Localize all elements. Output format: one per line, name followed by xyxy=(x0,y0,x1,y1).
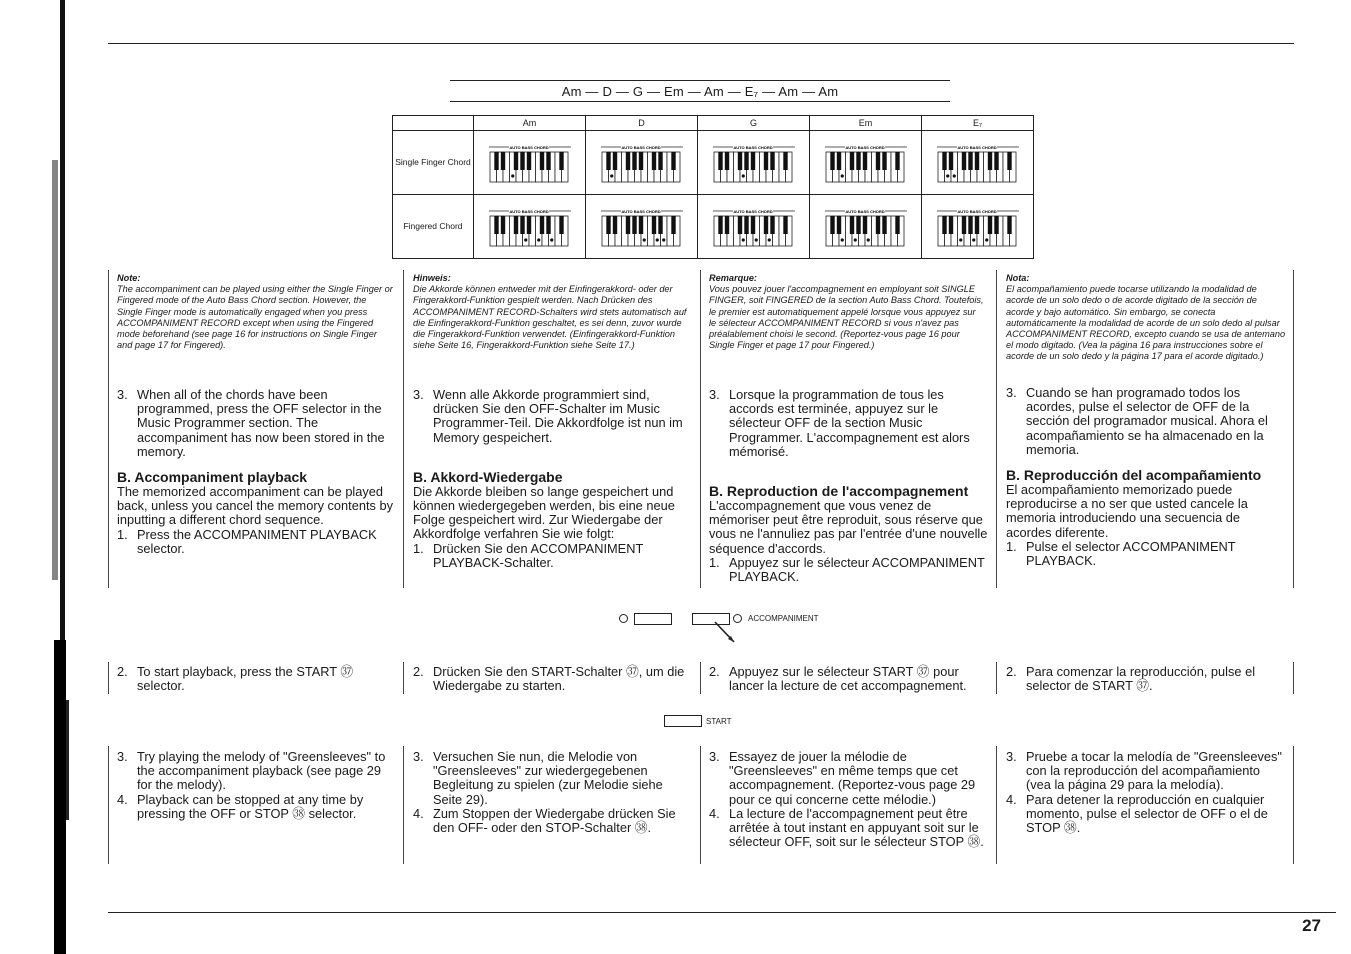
page-number: 27 xyxy=(1302,916,1321,935)
note-fr xyxy=(709,273,985,351)
key-dot xyxy=(550,238,553,241)
note-heading: Note: xyxy=(117,273,141,283)
step-2-es: 2. Para comenzar la reproducción, pulse el selector de START ㊲. xyxy=(1006,664,1256,694)
black-key xyxy=(750,216,754,234)
black-key xyxy=(836,152,840,170)
row-label-single: Single Finger Chord xyxy=(393,131,474,195)
step-2-en: 2. To start playback, press the START ㊲ selector. xyxy=(117,664,354,694)
step-1: 1. Pulse el selector ACCOMPANIMENT PLAYBACK. xyxy=(1006,538,1236,569)
black-key xyxy=(836,216,840,234)
chord-header: Am xyxy=(474,116,586,131)
step-1: 1. Drücken Sie den ACCOMPANIMENT PLAYBACK-Schalter. xyxy=(413,540,644,570)
keyboard-icon xyxy=(599,206,685,248)
keyboard-diagram xyxy=(474,195,586,259)
black-key xyxy=(849,216,853,234)
steps-3-4-fr xyxy=(709,750,991,849)
key-dot xyxy=(959,238,962,241)
key-dot xyxy=(741,238,744,241)
keyboard-label: AUTO BASS CHORD xyxy=(732,208,773,214)
start-button xyxy=(664,715,702,727)
sequence-rule-bottom xyxy=(450,101,950,102)
column-divider xyxy=(996,662,997,694)
black-key xyxy=(526,216,530,234)
column-divider xyxy=(996,270,997,588)
black-key xyxy=(526,152,530,170)
black-key xyxy=(961,216,965,234)
black-key xyxy=(539,216,543,234)
note-body: Vous pouvez jouer l'accompagnement en employant soit SINGLE FINGER, soit FINGERED de la section Auto Bass Chord. Toutefois, le premier est automatiquement appelé lorsque vous appuyez sur le sélecteur ACCOMPANIMENT RECORD si vous n'avez pas préalablement choisi le second. (Reportez-vous page 16 pour Single Finger et page 17 pour Fingered.) xyxy=(709,284,984,351)
section-heading: B. Akkord-Wiedergabe xyxy=(413,468,563,485)
black-key xyxy=(882,152,886,170)
black-key xyxy=(651,216,655,234)
keyboard-icon xyxy=(935,142,1021,184)
black-key xyxy=(632,152,636,170)
section-text: Die Akkorde bleiben so lange gespeichert und können wiedergegeben werden, bis eine neue Folge gespeichert wird. Zur Wiedergabe der Akkordfolge verfahren Sie wie folgt: xyxy=(413,483,675,542)
column-divider xyxy=(700,662,701,694)
column-fr xyxy=(709,388,989,584)
key-dot xyxy=(754,238,757,241)
chord-table xyxy=(392,115,1034,259)
keyboard-label: AUTO BASS CHORD xyxy=(508,144,549,150)
black-key xyxy=(849,152,853,170)
step-3: 3. Try playing the melody of "Greensleeves" to the accompaniment playback (see page 29 for the melody). xyxy=(117,749,386,793)
black-key xyxy=(559,152,563,170)
black-key xyxy=(744,152,748,170)
pointer-arrow-icon xyxy=(710,620,740,646)
black-key xyxy=(513,216,517,234)
black-key xyxy=(862,152,866,170)
key-dot xyxy=(767,238,770,241)
keyboard-icon xyxy=(599,142,685,184)
row-label-fingered: Fingered Chord xyxy=(393,195,474,259)
black-key xyxy=(987,152,991,170)
black-key xyxy=(513,152,517,170)
black-key xyxy=(718,216,722,234)
black-key xyxy=(895,216,899,234)
keyboard-icon xyxy=(487,142,573,184)
black-key xyxy=(968,152,972,170)
black-key xyxy=(612,216,616,234)
keyboard-diagram xyxy=(474,131,586,195)
note-body: Die Akkorde können entweder mit der Einfingerakkord- oder der Fingerakkord-Funktion gespielt werden. Nach Drücken des ACCOMPANIMENT RECORD-Schalters wird stets automatisch auf die Einfingerakkord-Funktion geschaltet, es sei denn, zuvor wurde die Fingerakkord-Funktion verwendet. (Einfingerakkord-Funktion siehe Seite 16, Fingerakkord-Funktion siehe Seite 17.) xyxy=(413,284,687,351)
black-key xyxy=(974,216,978,234)
column-divider xyxy=(403,662,404,694)
key-dot xyxy=(985,238,988,241)
column-divider xyxy=(996,746,997,864)
note-body: El acompañamiento puede tocarse utilizando la modalidad de acorde de un solo dedo o de acorde digitado de la sección de acorde y bajo automático. Sin embargo, se conecta automáticamente la modalidad de acorde de un solo dedo al pulsar ACCOMPANIMENT RECORD, excepto cuando se usa de antemano el modo digitado. (Vea la página 16 para instrucciones sobre el acorde de un solo dedo y la página 17 para el acorde digitado.) xyxy=(1006,284,1286,362)
step-4: 4. Playback can be stopped at any time by pressing the OFF or STOP ㊳ selector. xyxy=(117,791,364,821)
black-key xyxy=(724,216,728,234)
note-de xyxy=(413,273,689,351)
black-key xyxy=(1007,216,1011,234)
sequence-rule-top xyxy=(450,80,950,81)
key-dot xyxy=(511,174,514,177)
column-divider xyxy=(700,746,701,864)
black-key xyxy=(961,152,965,170)
keyboard-icon xyxy=(711,206,797,248)
black-key xyxy=(494,216,498,234)
black-key xyxy=(638,152,642,170)
key-dot xyxy=(610,174,613,177)
step-4: 4. Zum Stoppen der Wiedergabe drücken Sie den OFF- oder den STOP-Schalter ㊳. xyxy=(413,805,676,836)
corner-cell xyxy=(393,116,474,131)
chord-header: E₇ xyxy=(922,116,1034,131)
black-key xyxy=(856,152,860,170)
keyboard-icon xyxy=(487,206,573,248)
black-key xyxy=(658,152,662,170)
keyboard-label: AUTO BASS CHORD xyxy=(956,144,997,150)
keyboard-diagram xyxy=(922,131,1034,195)
indicator-led xyxy=(619,614,628,623)
section-text: The memorized accompaniment can be played back, unless you cancel the memory contents by inputting a different chord sequence. xyxy=(117,484,393,528)
keyboard-icon xyxy=(711,142,797,184)
step-3: 3. Essayez de jouer la mélodie de "Greensleeves" en même temps que cet accompagnement. (Reportez-vous page 29 pour ce qui concerne cette mélodie.) xyxy=(709,749,976,807)
black-key xyxy=(882,216,886,234)
black-key xyxy=(783,152,787,170)
black-key xyxy=(606,152,610,170)
black-key xyxy=(632,216,636,234)
black-key xyxy=(651,152,655,170)
black-key xyxy=(763,152,767,170)
black-key xyxy=(546,152,550,170)
keyboard-diagram xyxy=(810,131,922,195)
step-3: 3. Pruebe a tocar la melodía de "Greensleeves" con la reproducción del acompañamiento (vea la página 29 para la melodía). xyxy=(1006,749,1282,793)
key-dot xyxy=(952,174,955,177)
black-key xyxy=(671,152,675,170)
section-heading: B. Accompaniment playback xyxy=(117,469,308,486)
section-heading: B. Reproduction de l'accompagnement xyxy=(709,483,969,500)
column-divider xyxy=(403,746,404,864)
step-1: 1. Appuyez sur le sélecteur ACCOMPANIMENT PLAYBACK. xyxy=(709,554,985,585)
keyboard-icon xyxy=(823,206,909,248)
keyboard-diagram xyxy=(698,131,810,195)
keyboard-diagram xyxy=(586,195,698,259)
black-key xyxy=(830,152,834,170)
section-heading: B. Reproducción del acompañamiento xyxy=(1006,467,1262,484)
note-heading: Remarque: xyxy=(709,273,757,283)
black-key xyxy=(968,216,972,234)
black-key xyxy=(737,216,741,234)
note-heading: Hinweis: xyxy=(413,273,451,283)
keyboard-label: AUTO BASS CHORD xyxy=(508,208,549,214)
steps-3-4-de xyxy=(413,750,695,835)
chord-header: D xyxy=(586,116,698,131)
key-dot xyxy=(840,238,843,241)
black-key xyxy=(770,152,774,170)
step-3: 3. Lorsque la programmation de tous les accords est terminée, appuyez sur le sélecteur OFF de la section Music Programmer. L'accompagnement est alors mémorisé. xyxy=(709,387,970,459)
black-key xyxy=(494,152,498,170)
chord-sequence: Am — D — G — Em — Am — E₇ — Am — Am xyxy=(561,84,839,99)
column-divider xyxy=(108,662,109,694)
black-key xyxy=(942,152,946,170)
keyboard-icon xyxy=(935,206,1021,248)
black-key xyxy=(724,152,728,170)
black-key xyxy=(942,216,946,234)
black-key xyxy=(520,216,524,234)
black-key xyxy=(974,152,978,170)
note-body: The accompaniment can be played using either the Single Finger or Fingered mode of the Auto Bass Chord section. However, the Single Finger mode is automatically engaged when you press ACCOMPANIMENT RECORD except when using the Fingered mode beforehand (see page 16 for instructions on Single Finger and page 17 for Fingered). xyxy=(117,284,393,351)
keyboard-diagram xyxy=(810,195,922,259)
keyboard-label: AUTO BASS CHORD xyxy=(844,208,885,214)
column-divider xyxy=(1293,662,1294,694)
key-dot xyxy=(741,174,744,177)
step-3: 3. Cuando se han programado todos los acordes, pulse el selector de OFF de la sección del programador musical. Ahora el acompañamiento se ha almacenado en la memoria. xyxy=(1006,385,1268,457)
keyboard-label: AUTO BASS CHORD xyxy=(620,144,661,150)
column-divider xyxy=(108,270,109,588)
step-4: 4. Para detener la reproducción en cualquier momento, pulse el selector de OFF o el de STOP ㊳. xyxy=(1006,791,1268,836)
black-key xyxy=(750,152,754,170)
keyboard-diagram xyxy=(586,131,698,195)
black-key xyxy=(1007,152,1011,170)
step-2-de: 2. Drücken Sie den START-Schalter ㊲, um die Wiedergabe zu starten. xyxy=(413,664,685,694)
column-divider xyxy=(1293,270,1294,588)
black-key xyxy=(744,216,748,234)
column-en xyxy=(117,388,395,556)
note-es xyxy=(1006,273,1286,363)
black-key xyxy=(658,216,662,234)
key-dot xyxy=(662,238,665,241)
step-3: 3. Versuchen Sie nun, die Melodie von "Greensleeves" zur wiedergegebenen Begleitung zu spielen (zur Melodie siehe Seite 29). xyxy=(413,749,663,807)
black-key xyxy=(948,152,952,170)
key-dot xyxy=(972,238,975,241)
keyboard-label: AUTO BASS CHORD xyxy=(732,144,773,150)
start-label: START xyxy=(706,717,732,726)
step-3: 3. When all of the chords have been programmed, press the OFF selector in the Music Programmer section. The accompaniment has now been stored in the memory. xyxy=(117,387,385,459)
black-key xyxy=(948,216,952,234)
note-heading: Nota: xyxy=(1006,273,1030,283)
black-key xyxy=(559,216,563,234)
black-key xyxy=(875,216,879,234)
black-key xyxy=(500,152,504,170)
section-text: El acompañamiento memorizado puede reproducirse a no ser que usted cancele la memoria introduciendo una secuencia de acordes diferente. xyxy=(1006,482,1248,540)
keyboard-icon xyxy=(823,142,909,184)
indicator-led xyxy=(733,614,742,623)
black-key xyxy=(783,216,787,234)
black-key xyxy=(830,216,834,234)
black-key xyxy=(895,152,899,170)
step-3: 3. Wenn alle Akkorde programmiert sind, drücken Sie den OFF-Schalter im Music Programmer-Teil. Die Akkordfolge ist nun im Memory gespeichert. xyxy=(413,387,683,445)
column-divider xyxy=(1293,746,1294,864)
key-dot xyxy=(524,238,527,241)
black-key xyxy=(763,216,767,234)
keyboard-label: AUTO BASS CHORD xyxy=(620,208,661,214)
key-dot xyxy=(537,238,540,241)
keyboard-label: AUTO BASS CHORD xyxy=(844,144,885,150)
bottom-rule xyxy=(108,912,1336,913)
keyboard-label: AUTO BASS CHORD xyxy=(956,208,997,214)
black-key xyxy=(718,152,722,170)
black-key xyxy=(546,216,550,234)
key-dot xyxy=(946,174,949,177)
key-dot xyxy=(853,238,856,241)
note-en xyxy=(117,273,393,351)
key-dot xyxy=(642,238,645,241)
black-key xyxy=(520,152,524,170)
black-key xyxy=(875,152,879,170)
black-key xyxy=(987,216,991,234)
black-key xyxy=(625,216,629,234)
step-1: 1. Press the ACCOMPANIMENT PLAYBACK selector. xyxy=(117,526,377,556)
black-key xyxy=(770,216,774,234)
black-key xyxy=(625,152,629,170)
black-key xyxy=(994,152,998,170)
step-4: 4. La lecture de l'accompagnement peut être arrêtée à tout instant en appuyant soit sur le sélecteur OFF, soit sur le sélecteur STOP ㊳. xyxy=(709,805,984,850)
binding-edge xyxy=(0,0,70,954)
black-key xyxy=(737,152,741,170)
column-divider xyxy=(403,270,404,588)
black-key xyxy=(606,216,610,234)
section-text: L'accompagnement que vous venez de mémoriser peut être reproduit, sous réserve que vous ne l'annuliez pas par l'entrée d'une nouvelle séquence d'accords. xyxy=(709,498,988,556)
accompaniment-label: ACCOMPANIMENT xyxy=(748,614,819,623)
chord-header: Em xyxy=(810,116,922,131)
step-2-fr: 2. Appuyez sur le sélecteur START ㊲ pour lancer la lecture de cet accompagnement. xyxy=(709,664,967,694)
black-key xyxy=(856,216,860,234)
column-de xyxy=(413,388,691,570)
black-key xyxy=(638,216,642,234)
column-divider xyxy=(108,746,109,864)
chord-header: G xyxy=(698,116,810,131)
black-key xyxy=(612,152,616,170)
black-key xyxy=(994,216,998,234)
key-dot xyxy=(866,238,869,241)
black-key xyxy=(539,152,543,170)
selector-button xyxy=(634,613,672,625)
black-key xyxy=(671,216,675,234)
key-dot xyxy=(655,238,658,241)
steps-3-4-es xyxy=(1006,750,1288,835)
keyboard-diagram xyxy=(922,195,1034,259)
black-key xyxy=(862,216,866,234)
column-divider xyxy=(700,270,701,588)
column-es xyxy=(1006,386,1288,568)
steps-3-4-en xyxy=(117,750,399,821)
keyboard-diagram xyxy=(698,195,810,259)
top-rule xyxy=(108,43,1294,44)
black-key xyxy=(500,216,504,234)
key-dot xyxy=(840,174,843,177)
